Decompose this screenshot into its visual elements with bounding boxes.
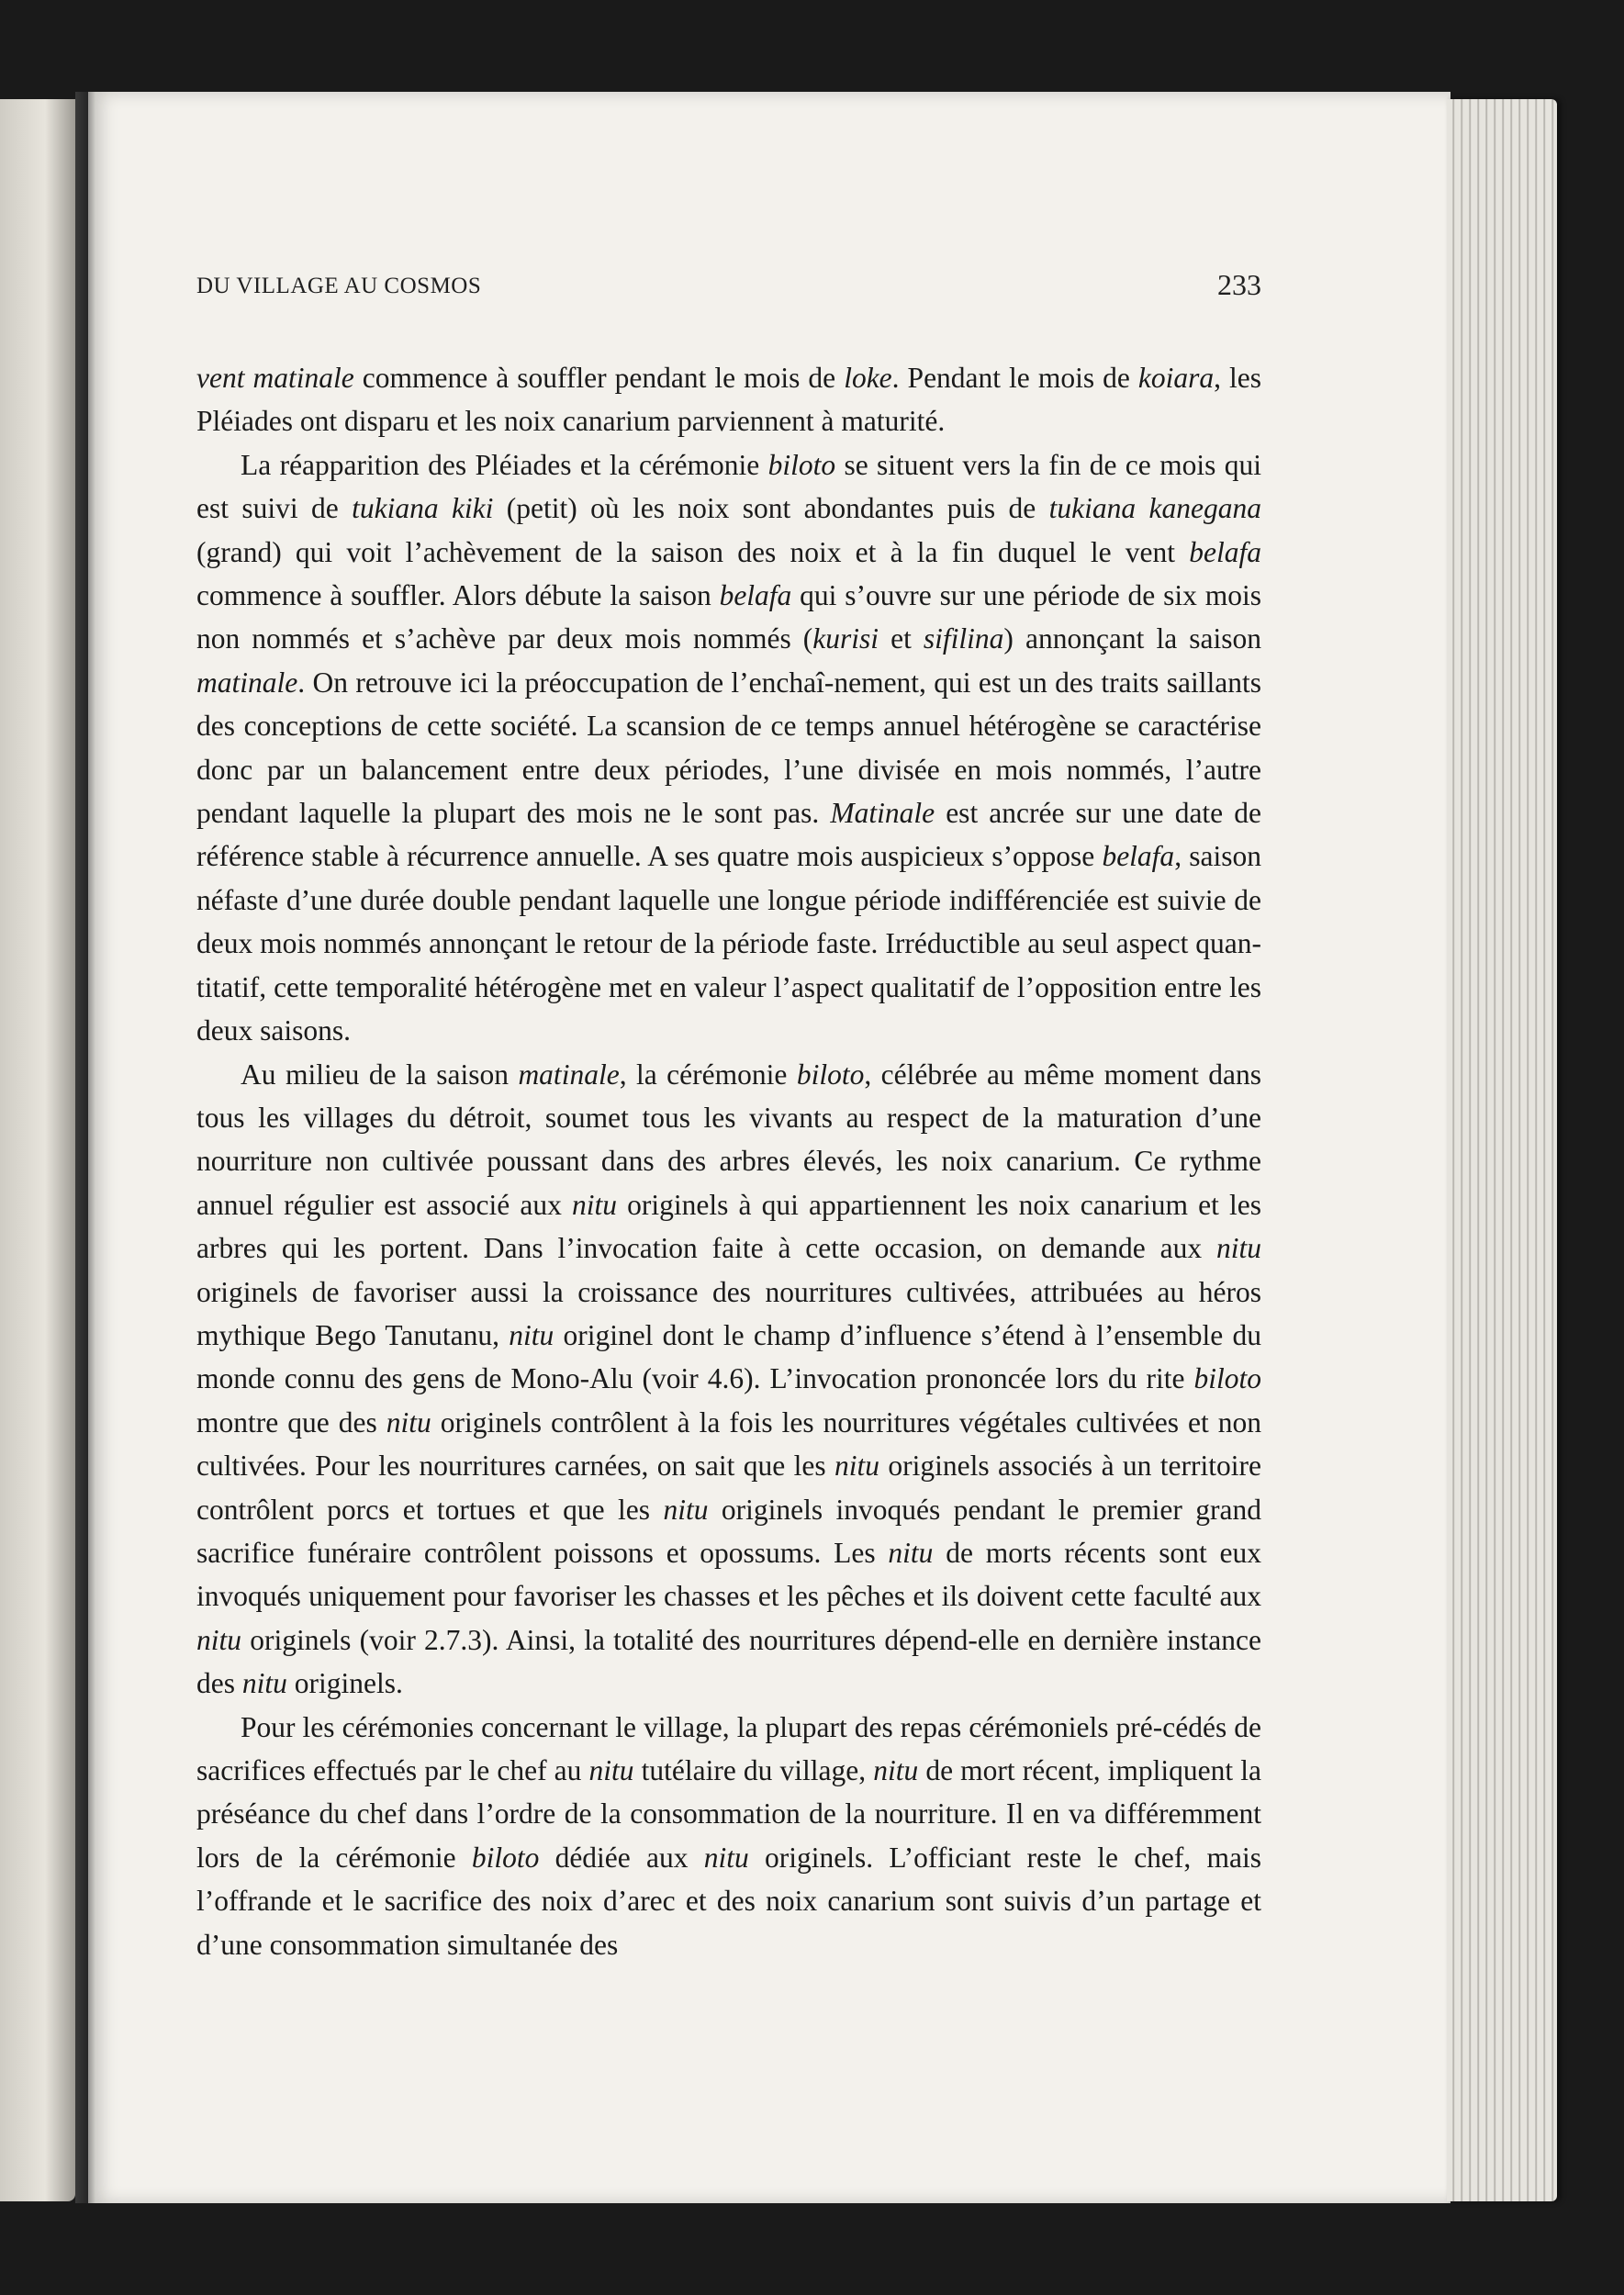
running-head (196, 268, 1261, 305)
italic-term: biloto (471, 1841, 540, 1874)
text-run: est ancrée sur une date de référence stable à récurrence annuelle. A ses quatre mois auspicieux s’oppose (196, 797, 1261, 873)
text-run: Au milieu de la saison (241, 1058, 519, 1091)
text-run: , célébrée au même moment dans tous les villages du détroit, soumet tous les vivants au respect de la maturation d’une nourriture non cultivée poussant dans des arbres élevés, les noix canarium. Ce rythme annuel régulier est associé aux (196, 1058, 1262, 1221)
text-run: Pour les cérémonies concernant le village, la plupart des repas cérémoniels pré-cédés de sacrifices effectués par le chef au (196, 1710, 1261, 1786)
text-run: dédiée aux (539, 1841, 704, 1874)
text-run: montre que des (196, 1405, 386, 1439)
text-run: originels à qui appartiennent les noix canarium et les arbres qui les portent. Dans l’invocation faite à cette occasion, on demande aux (196, 1188, 1261, 1265)
text-run: originels. (286, 1667, 403, 1700)
text-run: commence à souffler pendant le mois de (353, 362, 845, 394)
text-run: originel dont le champ d’influence s’étend à l’ensemble du monde connu des gens de Mono-Alu (voir 4.6). L’invocation prononcée lors du rite (196, 1318, 1261, 1395)
italic-term: biloto (1193, 1362, 1261, 1395)
italic-term: matinale (196, 666, 298, 699)
italic-term: nitu (588, 1754, 634, 1786)
italic-term: kurisi (812, 622, 879, 655)
italic-term: biloto (796, 1058, 865, 1091)
paragraph (196, 1053, 1261, 1706)
italic-term: nitu (873, 1754, 919, 1786)
page-edges-stack (1447, 99, 1557, 2201)
text-run: (petit) où les noix sont abondantes puis de (493, 492, 1049, 525)
text-run: , la cérémonie (619, 1058, 797, 1091)
italic-term: biloto (767, 448, 836, 481)
text-run: (grand) qui voit l’achèvement de la saison des noix et à la fin duquel le vent (196, 535, 1190, 568)
text-run: de mort récent, impliquent la préséance du chef dans l’ordre de la consommation de la nourriture. Il en va différemment lors de la cérémonie (196, 1754, 1261, 1874)
italic-term: belafa (1189, 535, 1261, 568)
italic-term: sifilina (923, 622, 1004, 655)
italic-term: nitu (663, 1493, 709, 1526)
italic-term: nitu (196, 1623, 242, 1656)
italic-term: nitu (1215, 1232, 1261, 1265)
paragraph (196, 1706, 1261, 1966)
italic-term: loke (844, 362, 892, 394)
italic-term: belafa (1102, 840, 1175, 873)
text-run: originels de favoriser aussi la croissance des nourritures cultivées, attribuées au héros mythique Bego Tanutanu, (196, 1275, 1261, 1351)
italic-term: nitu (386, 1405, 431, 1439)
italic-term: nitu (241, 1667, 287, 1700)
paragraph (196, 356, 1261, 443)
text-run: , saison néfaste d’une durée double pendant laquelle une longue période indifférenciée est suivie de deux mois nommés annonçant le retour de la période faste. Irréductible au seul aspect quan-titatif, cette temporalité hétérogène met en valeur l’aspect qualitatif de l’opposition entre les deux saisons. (196, 840, 1261, 1047)
text-run: tutélaire du village, (633, 1754, 874, 1786)
italic-term: matinale (518, 1058, 620, 1091)
text-run: et (879, 622, 924, 655)
text-run: se situent vers la fin de ce mois qui est suivi de (196, 448, 1262, 525)
running-head-title: DU VILLAGE AU COSMOS (196, 274, 482, 298)
italic-term: tukiana kiki (352, 492, 494, 525)
italic-term: nitu (509, 1318, 554, 1351)
italic-term: vent (196, 362, 253, 394)
text-run: , les Pléiades ont disparu et les noix canarium parviennent à maturité. (196, 362, 1261, 438)
italic-term: koiara (1137, 362, 1215, 394)
text-run: originels invoqués pendant le premier grand sacrifice funéraire contrôlent poissons et opossums. Les (196, 1493, 1261, 1569)
italic-term: matinale (252, 362, 354, 394)
text-run: originels associés à un territoire contrôlent porcs et tortues et que les (196, 1450, 1261, 1526)
italic-term: nitu (888, 1536, 934, 1569)
text-run: La réapparition des Pléiades et la cérémonie (241, 448, 768, 481)
text-run: originels contrôlent à la fois les nourritures végétales cultivées et non cultivées. Pour les nourritures carnées, on sait que les (196, 1405, 1261, 1483)
text-run: originels. L’officiant reste le chef, mais l’offrande et le sacrifice des noix d’arec et des noix canarium sont suivis d’un partage et d’une consommation simultanée des (196, 1841, 1261, 1961)
text-run: commence à souffler. Alors débute la saison (196, 579, 720, 612)
italic-term: nitu (834, 1450, 879, 1483)
gutter-shadow (75, 92, 95, 2203)
italic-term: nitu (572, 1188, 618, 1221)
paragraph (196, 443, 1261, 1053)
text-run: . On retrouve ici la préoccupation de l’enchaî-nement, qui est un des traits saillants des conceptions de cette société. La scansion de ce temps annuel hétérogène se caractérise donc par un balancement entre deux périodes, l’une divisée en mois nommés, l’autre pendant laquelle la plupart des mois ne le sont pas. (196, 666, 1261, 830)
text-run: ) annonçant la saison (1003, 622, 1261, 655)
text-run: . Pendant le mois de (891, 362, 1138, 394)
text-run: de morts récents sont eux invoqués uniquement pour favoriser les chasses et les pêches et ils doivent cette faculté aux (196, 1536, 1261, 1613)
italic-term: tukiana kanegana (1048, 492, 1261, 525)
text-run: qui s’ouvre sur une période de six mois non nommés et s’achève par deux mois nommés ( (196, 579, 1261, 655)
text-run: originels (voir 2.7.3). Ainsi, la totalité des nourritures dépend-elle en dernière instance des (196, 1623, 1261, 1700)
page-number: 233 (1217, 268, 1261, 301)
italic-term: belafa (719, 579, 792, 612)
body-text (196, 356, 1261, 1966)
italic-term: Matinale (830, 797, 935, 830)
left-page-edge (0, 99, 75, 2201)
italic-term: nitu (703, 1841, 749, 1874)
